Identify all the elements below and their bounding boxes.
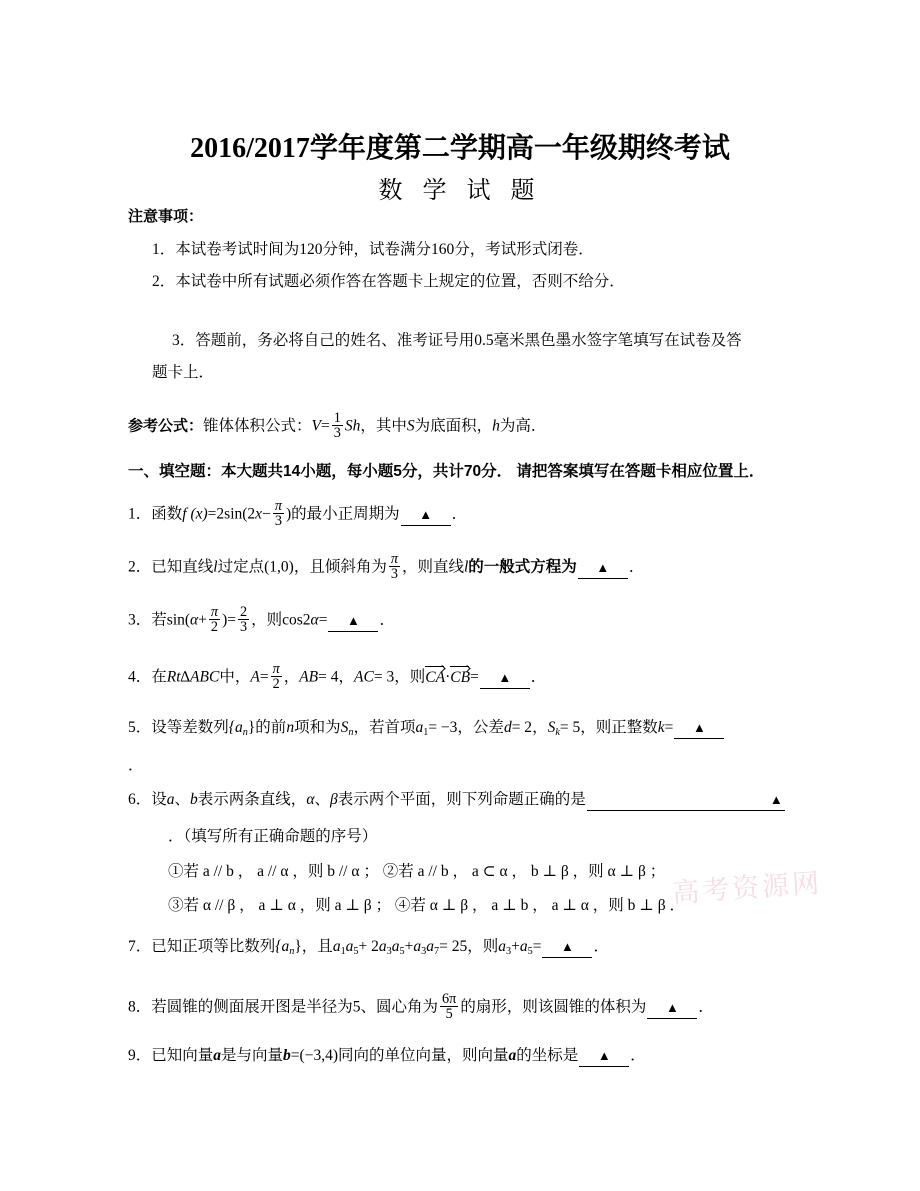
q7-plus: +: [511, 938, 520, 955]
reference-formula: [128, 409, 547, 442]
q6-text-2: 、: [174, 791, 191, 808]
q3-alpha: α: [190, 611, 199, 629]
q2-text-1: 已知直线: [151, 558, 214, 576]
q5-a1: a: [415, 719, 424, 736]
q5-text-4: ，若首项: [353, 719, 416, 736]
q3-f2-num: 2: [239, 603, 248, 620]
q7-answer-blank[interactable]: ▲: [542, 937, 592, 958]
q7-op-2: +: [404, 938, 414, 955]
question-8: [128, 990, 714, 1023]
q7-term-4: a: [391, 938, 400, 955]
question-6: [128, 790, 786, 811]
q4-text-3: ，: [283, 668, 300, 686]
q6-number: 6．: [128, 791, 152, 808]
q7-result-1-sub: 3: [505, 945, 512, 957]
q6-text-4: 、: [314, 791, 330, 808]
q8-number: 8．: [128, 998, 152, 1016]
q3-eq: =: [227, 611, 236, 629]
q6-text-3: 表示两条直线，: [197, 791, 307, 808]
q6-text-1: 设: [151, 791, 167, 808]
q4-fraction: [271, 662, 282, 692]
q1-end: ．: [451, 505, 468, 523]
q2-text-5: 的一般式方程为: [468, 558, 577, 576]
q7-text-2: ，且: [301, 938, 333, 955]
q7-result-2-sub: 5: [527, 945, 533, 957]
q8-end: ．: [698, 998, 714, 1016]
q4-text-1: 在: [151, 668, 167, 686]
q7-eq: = 25: [439, 938, 468, 955]
q3-fraction-1: [209, 605, 220, 635]
formula-var-v: V: [311, 417, 321, 435]
q3-end: ．: [379, 611, 395, 629]
q2-text-2: 过定点: [217, 558, 265, 576]
q9-number: 9．: [128, 1047, 152, 1064]
formula-lead-label: 参考公式：: [128, 417, 204, 435]
q5-a1-eq: = −3: [428, 719, 458, 736]
q3-answer-blank[interactable]: ▲: [328, 611, 378, 632]
q9-text-3: =(−3,4)同向的单位向量，则向量: [290, 1047, 509, 1064]
q4-answer-blank[interactable]: ▲: [480, 668, 530, 689]
q5-n: n: [286, 719, 295, 736]
page-title: 2016/2017学年度第二学期高一年级期终考试: [190, 133, 730, 164]
formula-var-h: h: [492, 417, 500, 435]
q4-ac: AC: [354, 668, 374, 686]
q6-line-a: a: [166, 791, 175, 808]
q5-sequence-close: }: [247, 719, 256, 736]
q8-answer-blank[interactable]: ▲: [647, 998, 697, 1019]
question-6-propositions-line-1: ①若 a // b ， a // α ，则 b // α ； ②若 a // b ， a ⊂ α ， b ⊥ β ，则 α ⊥ β ；: [168, 863, 666, 880]
q5-sk-eq: = 5: [559, 719, 581, 736]
formula-text-4: 为高．: [499, 417, 547, 435]
q7-result-1: a: [498, 938, 506, 955]
q5-sequence-open: {a: [228, 719, 243, 736]
q3-f1-num: π: [210, 603, 219, 620]
q1-frac-num: π: [274, 497, 282, 514]
formula-eq: =: [321, 417, 330, 435]
q5-text-1: 设等差数列: [151, 719, 229, 736]
q2-fraction: [389, 552, 400, 582]
formula-frac-den: 3: [333, 425, 341, 442]
q1-number: 1．: [128, 505, 152, 523]
q3-paren: ): [222, 611, 228, 629]
q3-plus: +: [198, 611, 207, 629]
q7-term-2: a: [345, 938, 354, 955]
q4-ab: AB: [299, 668, 319, 686]
q4-vector-ca: CA: [425, 668, 446, 686]
q5-s-sub: n: [348, 726, 354, 738]
q9-text-1: 已知向量: [151, 1047, 214, 1064]
q8-fraction: [440, 992, 458, 1022]
q9-vector-b: b: [283, 1047, 291, 1064]
q5-sk-sub: k: [555, 726, 560, 738]
q9-answer-blank[interactable]: ▲: [579, 1046, 629, 1067]
question-6-propositions-line-2: ③若 α // β ， a ⊥ α ，则 a ⊥ β ； ④若 α ⊥ β ， a ⊥ b ， a ⊥ α ，则 b ⊥ β ．: [168, 897, 685, 914]
q5-number: 5．: [128, 719, 152, 736]
q1-text-2: 2sin(2: [216, 505, 256, 523]
q5-k-eq: =: [664, 719, 674, 736]
q7-term-3: a: [378, 938, 387, 955]
q4-vector-cb: CB: [450, 668, 471, 686]
q2-number: 2．: [128, 558, 152, 576]
q4-frac-num: π: [272, 660, 280, 677]
q1-fx: f (x): [182, 505, 208, 523]
q6-answer-blank[interactable]: ▲: [587, 790, 785, 811]
q1-text-4: 的最小正周期为: [291, 505, 400, 523]
q5-sequence-sub: n: [242, 726, 248, 738]
q5-k: k: [657, 719, 665, 736]
formula-var-s: S: [406, 417, 415, 435]
page-subtitle: 数 学 试 题: [378, 178, 542, 204]
q2-answer-blank[interactable]: ▲: [578, 558, 628, 579]
q1-text-3: ): [285, 505, 292, 523]
q5-text-6: ，: [532, 719, 548, 736]
q9-vector-a-2: a: [508, 1047, 517, 1064]
q3-cos: cos2: [282, 611, 311, 629]
q3-number: 3．: [128, 611, 152, 629]
q4-dot-product-symbol: ·: [445, 668, 451, 686]
q4-text-4: ，: [338, 668, 355, 686]
formula-fraction: [332, 411, 343, 441]
q7-term-1-sub: 1: [340, 945, 346, 957]
q4-angle-a: A: [250, 668, 260, 686]
q1-text-1: 函数: [151, 505, 183, 523]
q7-term-6-sub: 7: [433, 945, 440, 957]
q4-triangle: Rt∆ABC: [166, 668, 220, 686]
q7-sequence-sub: n: [289, 945, 295, 957]
q2-end: ．: [628, 558, 645, 576]
notice-item-3-cont: 题卡上．: [152, 364, 215, 381]
q3-f2-den: 3: [239, 619, 248, 636]
q2-text-4: ，则直线: [401, 558, 464, 576]
q8-frac-num: 6π: [442, 990, 457, 1007]
q7-term-2-sub: 5: [353, 945, 359, 957]
q6-text-5: 表示两个平面，则下列命题正确的是: [337, 791, 586, 808]
notice-heading: 注意事项：: [128, 208, 204, 225]
q5-text-5: ，公差: [457, 719, 504, 736]
q7-sequence-close: }: [294, 938, 302, 955]
q4-frac-den: 2: [271, 676, 282, 692]
q4-eq-2: = 4: [318, 668, 339, 686]
q1-answer-blank[interactable]: ▲: [401, 505, 451, 526]
section-heading-fill-in-blank: 一、填空题：本大题共14小题，每小题5分，共计70分． 请把答案填写在答题卡相应位置上．: [128, 463, 765, 480]
formula-text-3: 为底面积，: [414, 417, 493, 435]
question-7: [128, 937, 609, 962]
q3-eq-2: =: [318, 611, 328, 629]
q1-fraction: [273, 499, 284, 529]
q7-sequence-open: {a: [275, 938, 290, 955]
q8-text-1: 若圆锥的侧面展开图是半径为: [151, 998, 353, 1016]
q1-minus: −: [262, 505, 271, 523]
q1-x: x: [255, 505, 263, 523]
q9-vector-a: a: [213, 1047, 222, 1064]
q8-radius: 5: [352, 998, 361, 1016]
q1-frac-den: 3: [273, 513, 284, 529]
q9-end: ．: [630, 1047, 646, 1064]
q4-eq-1: =: [259, 668, 269, 686]
q4-end: ．: [530, 668, 547, 686]
question-4: [128, 660, 547, 693]
q5-sk: S: [547, 719, 556, 736]
q4-eq-4: =: [470, 668, 479, 686]
q8-text-2: 、圆心角为: [360, 998, 439, 1016]
q7-term-5-sub: 3: [421, 945, 427, 957]
q8-frac-den: 5: [440, 1006, 458, 1022]
watermark: 高考资源网: [671, 867, 824, 909]
question-1: [128, 497, 468, 530]
q9-text-2: 是与向量: [221, 1047, 284, 1064]
q7-term-3-sub: 3: [386, 945, 392, 957]
q7-text-3: ，则: [467, 938, 499, 955]
q7-term-1: a: [332, 938, 341, 955]
q7-number: 7．: [128, 938, 152, 955]
q5-a1-sub: 1: [423, 726, 429, 738]
q4-number: 4．: [128, 668, 152, 686]
q3-sin: sin(: [166, 611, 191, 629]
q4-eq-3: = 3: [373, 668, 395, 686]
q3-fraction-2: [238, 605, 249, 635]
q7-term-4-sub: 5: [399, 945, 405, 957]
q5-d: d: [503, 719, 512, 736]
q7-eq-2: =: [532, 938, 542, 955]
formula-text-2: ，其中: [360, 417, 407, 435]
q2-line-l-1: l: [213, 558, 218, 576]
q7-end: ．: [593, 938, 609, 955]
q4-text-5: ，则: [394, 668, 426, 686]
q2-frac-den: 3: [389, 566, 400, 582]
question-5-continuation: ．: [128, 757, 144, 774]
q5-d-eq: = 2: [511, 719, 533, 736]
q6-plane-alpha: α: [306, 791, 315, 808]
q2-text-3: ，且倾斜角为: [293, 558, 387, 576]
q2-frac-num: π: [390, 550, 398, 567]
formula-text-1: 锥体体积公式：: [203, 417, 312, 435]
q3-text-1: 若: [151, 611, 167, 629]
question-2: [128, 550, 645, 583]
q5-text-2: 的前: [255, 719, 287, 736]
question-5: [128, 718, 725, 743]
q3-f1-den: 2: [209, 619, 220, 635]
q7-term-6: a: [426, 938, 434, 955]
formula-sh: Sh: [344, 417, 361, 435]
q5-answer-blank[interactable]: ▲: [674, 718, 724, 739]
q5-text-7: ，则正整数: [580, 719, 658, 736]
q6-plane-beta: β: [329, 791, 338, 808]
q2-line-l-2: l: [463, 558, 469, 576]
q3-text-2: ，则: [251, 611, 283, 629]
q4-text-2: 中，: [219, 668, 251, 686]
question-9: [128, 1046, 646, 1067]
q3-alpha-2: α: [310, 611, 319, 629]
q7-text-1: 已知正项等比数列: [151, 938, 276, 955]
notice-item-3: 3．答题前，务必将自己的姓名、准考证号用0.5毫米黑色墨水签字笔填写在试卷及答: [172, 332, 742, 349]
question-3: [128, 603, 395, 636]
q8-text-3: 的扇形，则该圆锥的体积为: [460, 998, 647, 1016]
q7-term-5: a: [413, 938, 422, 955]
question-6-continuation: ．（填写所有正确命题的序号）: [168, 828, 378, 845]
notice-item-1: 1．本试卷考试时间为120分钟，试卷满分160分，考试形式闭卷．: [152, 241, 594, 258]
q5-s: S: [340, 719, 349, 736]
q1-eq: =: [207, 505, 217, 523]
q9-text-4: 的坐标是: [516, 1047, 579, 1064]
notice-item-2: 2．本试卷中所有试题必须作答在答题卡上规定的位置，否则不给分．: [152, 273, 625, 290]
q6-line-b: b: [190, 791, 198, 808]
q5-text-3: 项和为: [294, 719, 341, 736]
q7-op-1: + 2: [358, 938, 379, 955]
q2-point: (1,0): [264, 558, 294, 576]
q7-result-2: a: [519, 938, 528, 955]
formula-frac-num: 1: [333, 409, 341, 426]
